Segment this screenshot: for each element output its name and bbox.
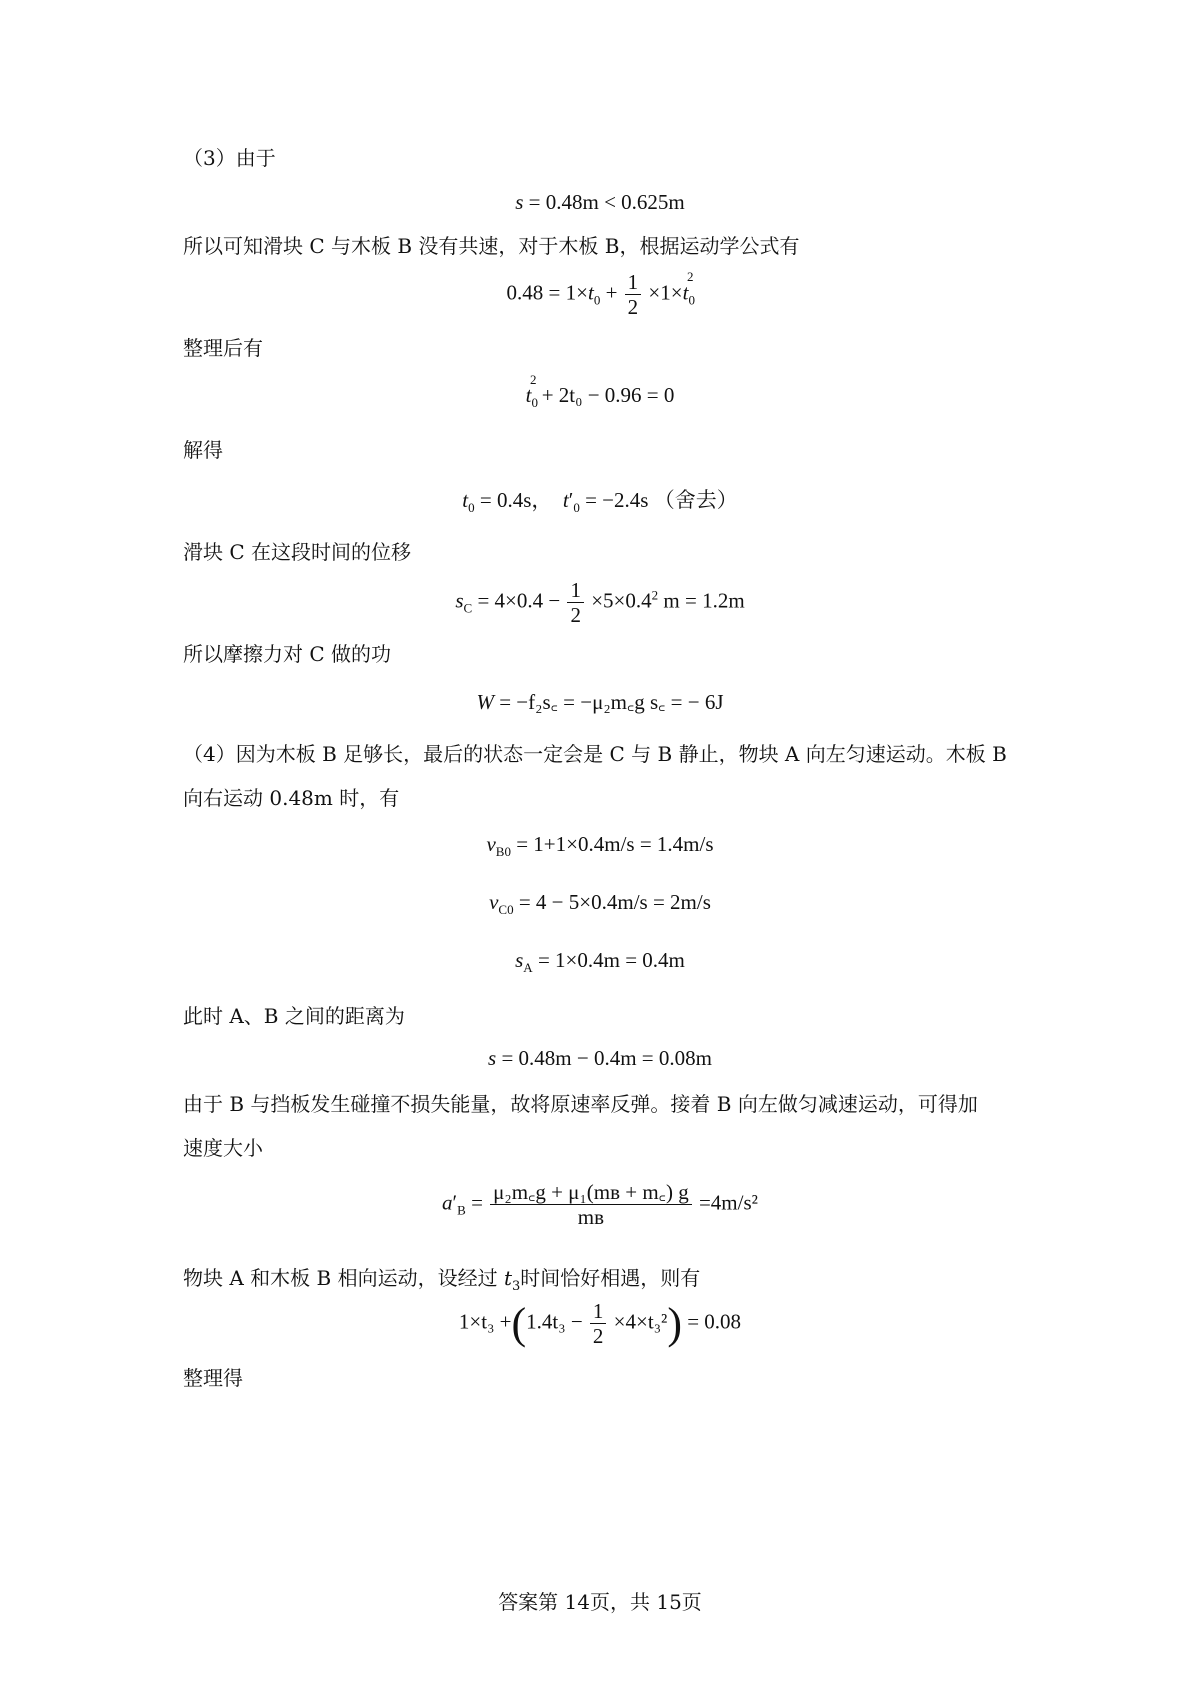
section-4-line1: （4）因为木板 B 足够长，最后的状态一定会是 C 与 B 静止，物块 A 向左匀速运动。木板 B [183, 742, 1007, 766]
equation-quadratic: $t_0^2 + 2t_0 - 0.96 = 0$ [525, 372, 675, 411]
text-rearranged-final: 整理得 [183, 1366, 243, 1390]
text-displacement-c: 滑块 C 在这段时间的位移 [183, 540, 412, 564]
text-friction-work: 所以摩擦力对 C 做的功 [183, 642, 392, 666]
equation-meeting: 1×t₃ +(1.4t₃ − $\frac{1}{2}$ ×4×t₃²) = 0.08 [458, 1299, 742, 1348]
equation-s-compare: s = 0.48m < 0.625m [515, 189, 685, 214]
section-4-line2: 向右运动 0.48m 时，有 [183, 786, 400, 810]
text-relative-motion: 物块 A 和木板 B 相向运动，设经过 $t_3$时间恰好相遇，则有 [183, 1266, 701, 1294]
text-solved: 解得 [183, 438, 223, 462]
equation-vb0: $v_{B0} = 1+1\times 0.4m/s = 1.4m/s$ [486, 832, 714, 860]
equation-acceleration: $a'_B$ = $\frac{\text{μ₂m꜀g + μ₁(mʙ + m꜀) g}}{\text{mʙ}}$ =4m/s² [442, 1180, 758, 1229]
equation-vc0: $v_{C0} = 4 - 5\times 0.4m/s = 2m/s$ [489, 890, 711, 918]
equation-kinematics-b: $0.48 = 1\times t_0$ + $\frac{1}{2}$ $\times 1\times t_0^2$ [506, 269, 695, 319]
text-distance-ab: 此时 A、B 之间的距离为 [183, 1004, 405, 1028]
equation-work: W = −f₂s꜀ = −μ₂m꜀g s꜀ = − 6J [476, 690, 724, 715]
equation-distance: s = 0.48m − 0.4m = 0.08m [488, 1045, 712, 1070]
equation-roots: $t_0 = 0.4s$， $t'_0 = -2.4s$ （舍去） [462, 488, 738, 516]
page-footer: 答案第 14页，共 15页 [498, 1590, 702, 1614]
section-3-heading: （3）由于 [183, 146, 276, 170]
text-collision-line1: 由于 B 与挡板发生碰撞不损失能量，故将原速率反弹。接着 B 向左做匀减速运动，可得加 [183, 1092, 978, 1116]
text-no-common-speed: 所以可知滑块 C 与木板 B 没有共速，对于木板 B，根据运动学公式有 [183, 234, 800, 258]
text-rearranged: 整理后有 [183, 336, 263, 360]
equation-sa: $s_A = 1\times 0.4m = 0.4m$ [515, 948, 685, 976]
equation-sc: $s_C = 4\times 0.4$ − $\frac{1}{2}$ $\times 5\times 0.4^2$ m = 1.2m [455, 578, 745, 627]
text-collision-line2: 速度大小 [183, 1136, 263, 1160]
